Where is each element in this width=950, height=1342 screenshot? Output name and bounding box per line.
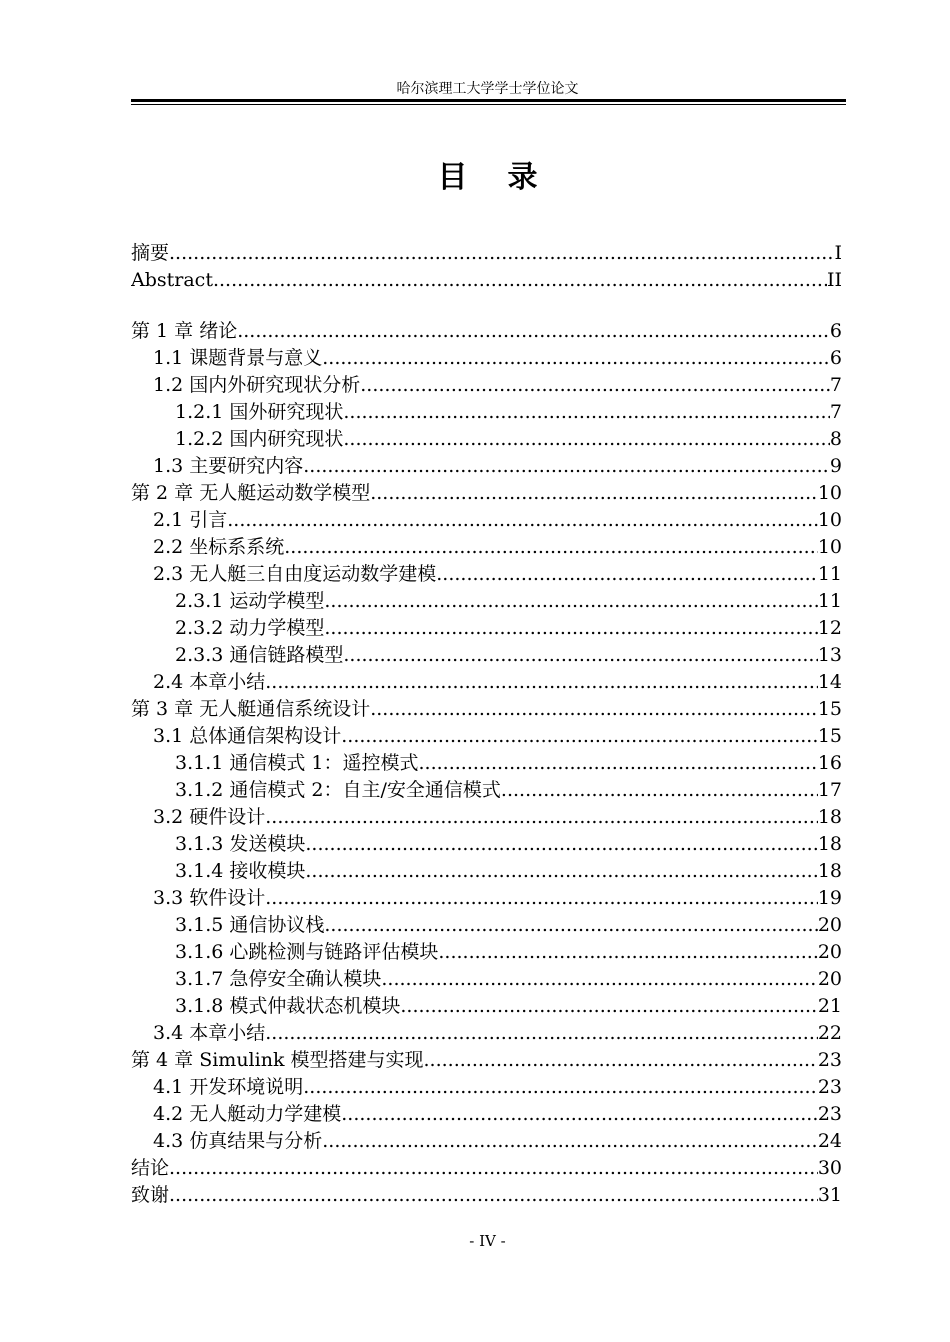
toc-entry[interactable] [131, 696, 842, 723]
toc-entry-label: 致谢 [131, 1184, 170, 1206]
toc-entry[interactable] [131, 453, 842, 480]
toc-leader-dots [169, 1182, 818, 1209]
toc-entry-label: 2.3.2 动力学模型 [175, 617, 325, 639]
toc-entry[interactable] [131, 993, 842, 1020]
header-rule-thin [131, 104, 846, 105]
page-title-char-2: 录 [507, 160, 538, 195]
toc-entry-page: 10 [817, 536, 842, 558]
toc-entry[interactable] [131, 1155, 842, 1182]
page-number: - IV - [469, 1232, 506, 1250]
toc-entry-page: 7 [829, 374, 842, 396]
toc-entry[interactable] [131, 507, 842, 534]
toc-leader-dots [343, 399, 830, 426]
toc-leader-dots [381, 966, 817, 993]
toc-leader-dots [303, 453, 830, 480]
toc-entry[interactable] [131, 669, 842, 696]
toc-entry-label: 3.4 本章小结 [153, 1022, 266, 1044]
toc-entry-page: 15 [817, 725, 842, 747]
toc-entry-page: 10 [817, 509, 842, 531]
toc-entry-page: 14 [817, 671, 842, 693]
toc-entry-label: 3.1.7 急停安全确认模块 [175, 968, 382, 990]
toc-entry[interactable] [131, 1047, 842, 1074]
toc-entry-label: Abstract [131, 269, 213, 291]
toc-entry-page: 23 [817, 1049, 842, 1071]
toc-leader-dots [501, 777, 818, 804]
toc-entry-page: 10 [817, 482, 842, 504]
toc-entry-label: 3.1.5 通信协议栈 [175, 914, 325, 936]
toc-entry-label: 3.1.8 模式仲裁状态机模块 [175, 995, 401, 1017]
toc-entry[interactable] [131, 858, 842, 885]
toc-leader-dots [305, 858, 817, 885]
toc-entry[interactable] [131, 615, 842, 642]
toc-entry-page: 11 [817, 590, 842, 612]
toc-entry-page: 20 [817, 914, 842, 936]
toc-leader-dots [265, 885, 818, 912]
toc-entry-label: 第 2 章 无人艇运动数学模型 [131, 482, 371, 504]
toc-entry[interactable] [131, 1074, 842, 1101]
toc-entry[interactable] [131, 318, 842, 345]
toc-leader-dots [324, 588, 817, 615]
toc-leader-dots [324, 912, 817, 939]
toc-entry[interactable] [131, 399, 842, 426]
toc-leader-dots [424, 1047, 818, 1074]
toc-entry-page: 7 [829, 401, 842, 423]
page-title [0, 152, 950, 196]
running-header: 哈尔滨理工大学学士学位论文 [396, 81, 579, 97]
toc-entry-page: 15 [817, 698, 842, 720]
header-rule-thick [131, 99, 846, 102]
toc-entry-page: I [834, 242, 842, 264]
toc-leader-dots [227, 507, 818, 534]
toc-leader-dots [322, 345, 830, 372]
toc-entry-label: 3.1.3 发送模块 [175, 833, 306, 855]
toc-entry-label: 第 3 章 无人艇通信系统设计 [131, 698, 371, 720]
toc-entry-label: 1.2.1 国外研究现状 [175, 401, 344, 423]
toc-entry-label: 3.3 软件设计 [153, 887, 266, 909]
toc-leader-dots [436, 561, 818, 588]
page-title-char-1: 目 [437, 160, 468, 195]
toc-entry-page: 24 [817, 1130, 842, 1152]
toc-entry-label: 4.2 无人艇动力学建模 [153, 1103, 342, 1125]
toc-entry[interactable] [131, 1182, 842, 1209]
toc-entry[interactable] [131, 939, 842, 966]
toc-entry[interactable] [131, 1101, 842, 1128]
toc-entry[interactable] [131, 777, 842, 804]
toc-entry-page: 23 [817, 1076, 842, 1098]
toc-entry-label: 1.3 主要研究内容 [153, 455, 304, 477]
toc-entry-page: 22 [817, 1022, 842, 1044]
toc-entry[interactable] [131, 372, 842, 399]
toc-entry-page: 30 [817, 1157, 842, 1179]
toc-entry[interactable] [131, 831, 842, 858]
toc-entry-label: 结论 [131, 1157, 170, 1179]
toc-entry[interactable] [131, 723, 842, 750]
toc-entry-label: 4.3 仿真结果与分析 [153, 1130, 323, 1152]
toc-leader-dots [303, 1074, 818, 1101]
toc-leader-dots [265, 1020, 818, 1047]
toc-entry-label: 2.4 本章小结 [153, 671, 266, 693]
toc-leader-dots [169, 240, 834, 267]
toc-entry-page: 19 [817, 887, 842, 909]
toc-leader-dots [343, 426, 830, 453]
toc-entry[interactable] [131, 750, 842, 777]
toc-entry-label: 3.1.4 接收模块 [175, 860, 306, 882]
toc-entry-page: II [826, 269, 842, 291]
toc-entry-label: 3.1.6 心跳检测与链路评估模块 [175, 941, 439, 963]
toc-entry-page: 18 [817, 806, 842, 828]
toc-leader-dots [341, 1101, 818, 1128]
toc-leader-dots [322, 1128, 818, 1155]
toc-entry[interactable] [131, 534, 842, 561]
toc-entry[interactable] [131, 642, 842, 669]
toc-entry[interactable] [131, 1128, 842, 1155]
toc-entry[interactable] [131, 267, 842, 294]
toc-entry-label: 第 1 章 绪论 [131, 320, 238, 342]
toc-entry-label: 3.1 总体通信架构设计 [153, 725, 342, 747]
toc-leader-dots [324, 615, 817, 642]
toc-leader-dots [305, 831, 817, 858]
toc-entry-page: 17 [817, 779, 842, 801]
toc-entry-label: 2.1 引言 [153, 509, 228, 531]
toc-leader-dots [370, 480, 818, 507]
toc-entry-page: 9 [829, 455, 842, 477]
toc-entry[interactable] [131, 240, 842, 267]
toc-entry-page: 16 [817, 752, 842, 774]
toc-leader-dots [265, 669, 818, 696]
toc-entry[interactable] [131, 480, 842, 507]
toc-leader-dots [213, 267, 827, 294]
toc-entry-label: 1.1 课题背景与意义 [153, 347, 323, 369]
toc-entry-page: 23 [817, 1103, 842, 1125]
toc-entry[interactable] [131, 426, 842, 453]
toc-leader-dots [341, 723, 818, 750]
toc-entry[interactable] [131, 345, 842, 372]
toc-entry-page: 11 [817, 563, 842, 585]
toc-entry-page: 20 [817, 941, 842, 963]
toc-entry-label: 1.2.2 国内研究现状 [175, 428, 344, 450]
toc-leader-dots [284, 534, 818, 561]
toc-entry-label: 2.3.3 通信链路模型 [175, 644, 344, 666]
toc-leader-dots [265, 804, 818, 831]
toc-entry-label: 2.2 坐标系系统 [153, 536, 285, 558]
toc-entry-page: 31 [817, 1184, 842, 1206]
toc-leader-dots [169, 1155, 818, 1182]
toc-entry[interactable] [131, 1020, 842, 1047]
toc-entry-label: 3.1.1 通信模式 1：遥控模式 [175, 752, 419, 774]
toc-leader-dots [370, 696, 818, 723]
toc-entry-page: 12 [817, 617, 842, 639]
toc-entry-page: 18 [817, 860, 842, 882]
toc-entry[interactable] [131, 966, 842, 993]
toc-leader-dots [237, 318, 830, 345]
toc-entry-page: 8 [829, 428, 842, 450]
toc-entry-page: 21 [817, 995, 842, 1017]
toc-entry-page: 18 [817, 833, 842, 855]
toc-entry-label: 1.2 国内外研究现状分析 [153, 374, 361, 396]
toc-entry-label: 2.3 无人艇三自由度运动数学建模 [153, 563, 437, 585]
toc-leader-dots [360, 372, 830, 399]
toc-leader-dots [343, 642, 817, 669]
toc-entry-page: 6 [829, 347, 842, 369]
toc-entry-label: 4.1 开发环境说明 [153, 1076, 304, 1098]
toc-entry[interactable] [131, 804, 842, 831]
toc-entry-page: 20 [817, 968, 842, 990]
toc-entry[interactable] [131, 561, 842, 588]
toc-entry-label: 2.3.1 运动学模型 [175, 590, 325, 612]
toc-entry-label: 摘要 [131, 242, 170, 264]
toc-entry[interactable] [131, 588, 842, 615]
toc-entry-label: 第 4 章 Simulink 模型搭建与实现 [131, 1049, 424, 1071]
toc-entry-label: 3.1.2 通信模式 2：自主/安全通信模式 [175, 779, 501, 801]
toc-leader-dots [419, 750, 818, 777]
toc-entry-page: 13 [817, 644, 842, 666]
toc-leader-dots [438, 939, 817, 966]
toc-entry[interactable] [131, 912, 842, 939]
toc-entry-page: 6 [829, 320, 842, 342]
toc-entry-label: 3.2 硬件设计 [153, 806, 266, 828]
toc-entry[interactable] [131, 885, 842, 912]
toc-leader-dots [400, 993, 817, 1020]
